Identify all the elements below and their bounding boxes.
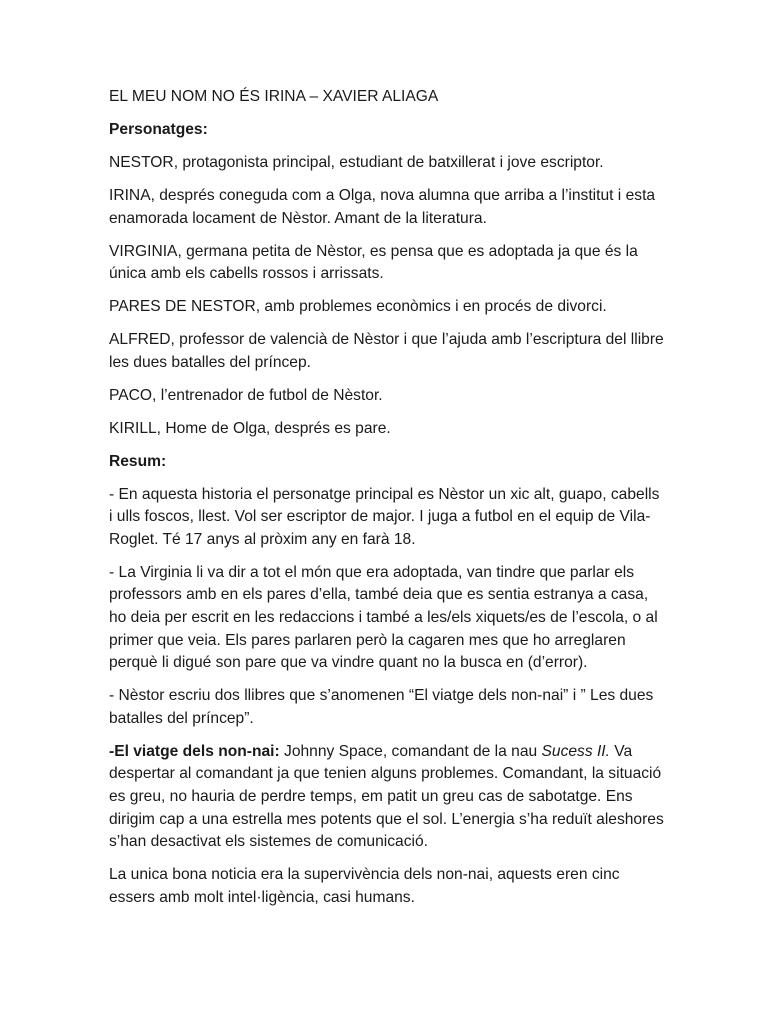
summary-paragraph-1: - En aquesta historia el personatge principal es Nèstor un xic alt, guapo, cabells i ulls foscos, llest. Vol ser escriptor de major. I juga a futbol en el equip de Vila-Roglet. Té 17 anys al pròxim any en farà 18. xyxy=(109,485,660,548)
document-page xyxy=(109,86,664,920)
closing-paragraph: La unica bona noticia era la supervivència dels non-nai, aquests eren cinc essers amb molt intel·ligència, casi humans. xyxy=(109,866,620,906)
character-entry-parents: PARES DE NESTOR, amb problemes econòmics i en procés de divorci. xyxy=(109,298,607,316)
summary-heading: Resum: xyxy=(109,452,167,470)
character-entry-paco: PACO, l’entrenador de futbol de Nèstor. xyxy=(109,386,383,404)
character-entry-alfred: ALFRED, professor de valencià de Nèstor i que l’ajuda amb l’escriptura del llibre les dues batalles del príncep. xyxy=(109,331,664,371)
summary-paragraph-3: - Nèstor escriu dos llibres que s’anomenen “El viatge dels non-nai” i ” Les dues batalles del príncep”. xyxy=(109,687,654,727)
summary-paragraph-2: - La Virginia li va dir a tot el món que era adoptada, van tindre que parlar els professors amb en els pares d’ella, també deia que es sentia estranya a casa, ho deia per escrit en les redaccions i també a les/els xiquets/es de l’escola, o al primer que veia. Els pares parlaren però la cagaren mes que ho arreglaren perquè li digué son pare que va vindre quant no la busca en (d’error). xyxy=(109,563,658,672)
character-entry-virginia: VIRGINIA, germana petita de Nèstor, es pensa que es adoptada ja que és la única amb els cabells rossos i arrissats. xyxy=(109,242,638,283)
document-title: EL MEU NOM NO ÉS IRINA – XAVIER ALIAGA xyxy=(109,88,439,105)
character-entry-nestor: NESTOR, protagonista principal, estudiant de batxillerat i jove escriptor. xyxy=(109,153,604,171)
book-section-label: -El viatge dels non-nai: xyxy=(109,742,280,760)
character-entry-kirill: KIRILL, Home de Olga, després es pare. xyxy=(109,419,391,437)
book-section-text-before-ship: Johnny Space, comandant de la nau xyxy=(279,742,542,760)
character-entry-irina: IRINA, després coneguda com a Olga, nova alumna que arriba a l’institut i esta enamorada locament de Nèstor. Amant de la literatura. xyxy=(109,186,656,227)
ship-name: Sucess II. xyxy=(541,742,610,760)
characters-heading: Personatges: xyxy=(109,120,208,138)
book-section-text-after-ship: Va despertar al comandant ja que tenien alguns problemes. Comandant, la situació es greu, no hauria de perdre temps, em patit un greu cas de sabotatge. Ens dirigim cap a una estrella mes potents que el sol. L’energia s’ha reduït aleshores s’han desactivat els sistemes de comunicació. xyxy=(109,742,664,851)
book-section-paragraph xyxy=(109,741,664,854)
